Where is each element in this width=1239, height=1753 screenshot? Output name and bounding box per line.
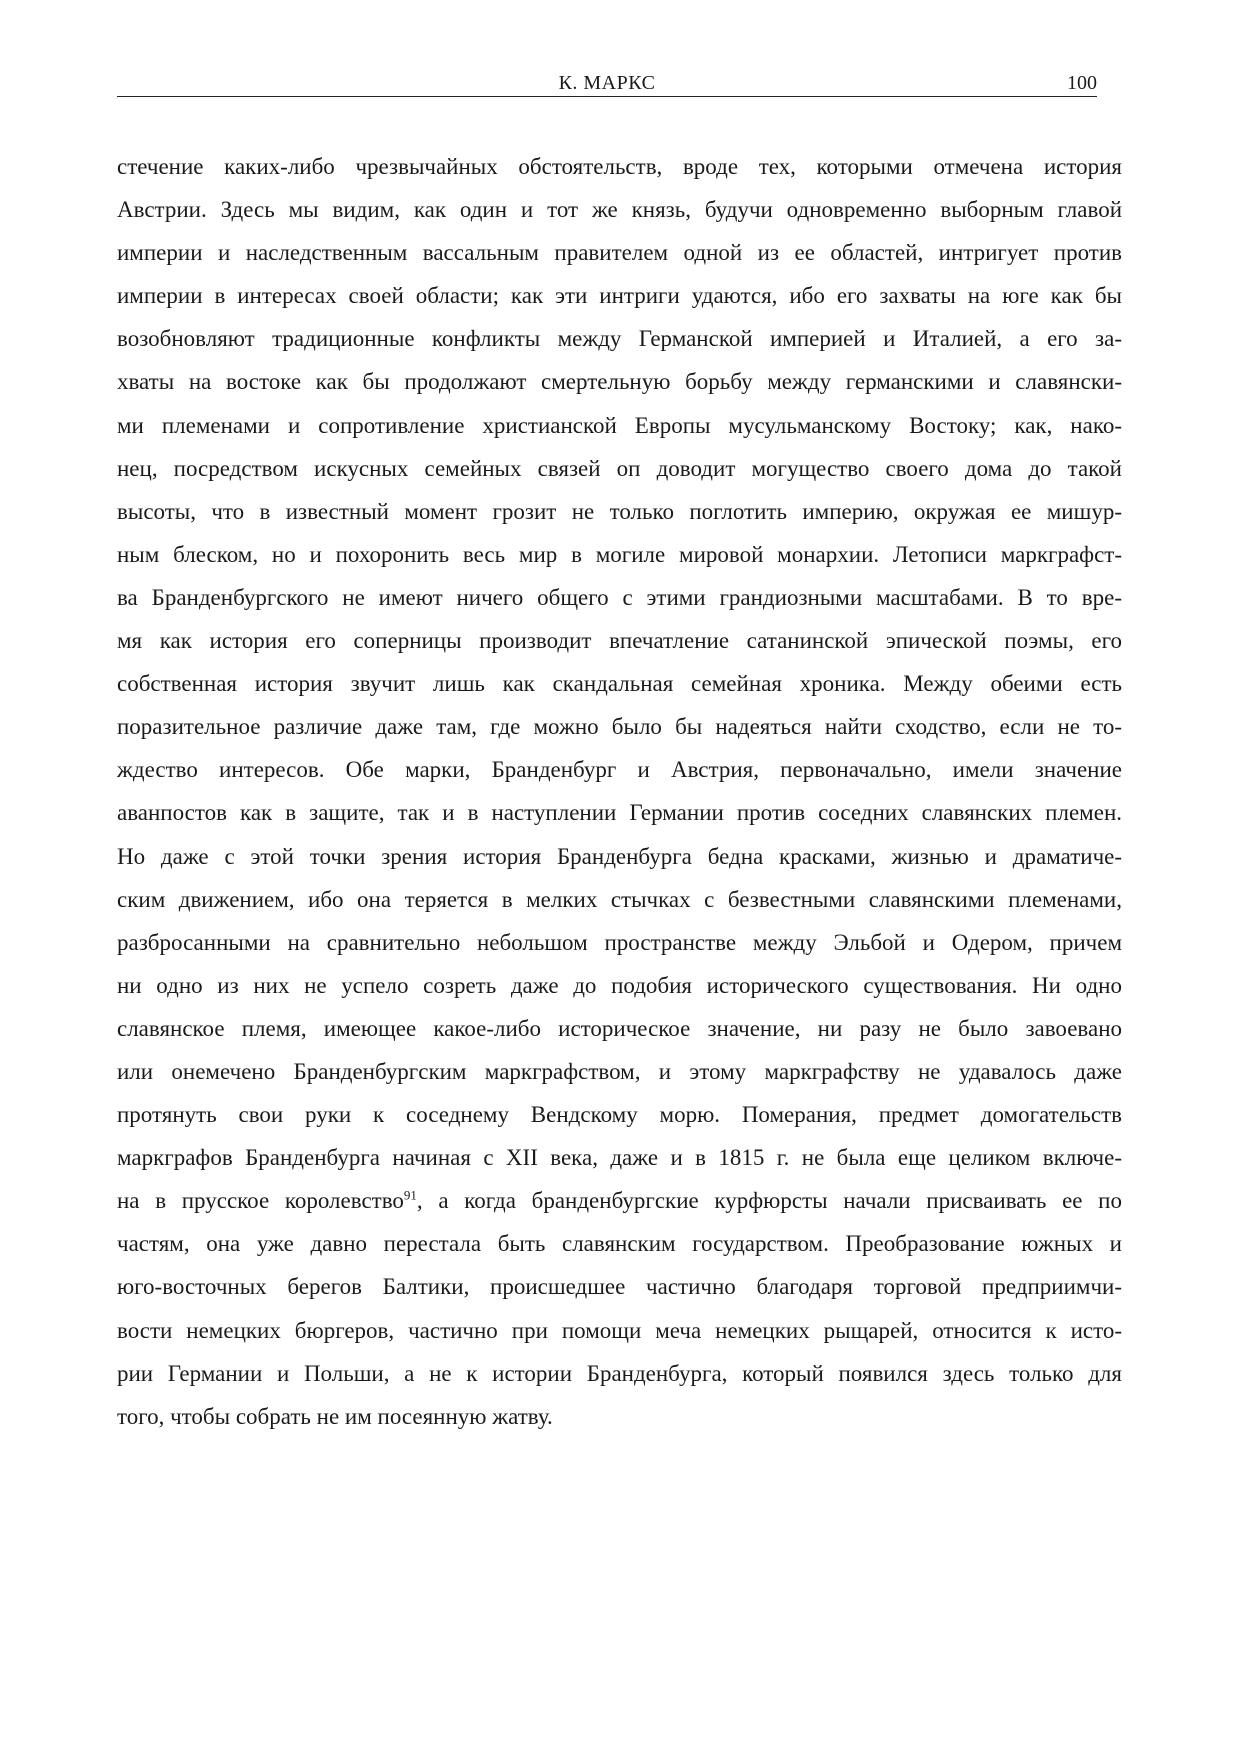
page-number: 100: [1067, 72, 1097, 94]
text-line: ми племенами и сопротивление христианской Европы мусульманскому Востоку; как, нако-: [117, 412, 1122, 438]
page-header: [117, 72, 1097, 97]
text-line: Австрии. Здесь мы видим, как один и тот же князь, будучи одновременно выборным главой: [117, 197, 1122, 223]
text-line: вости немецких бюргеров, частично при помощи меча немецких рыщарей, относится к исто-: [117, 1317, 1122, 1343]
text-line: высоты, что в известный момент грозит не только поглотить империю, окружая ее мишур-: [117, 498, 1122, 524]
text-line: поразительное различие даже там, где можно было бы надеяться найти сходство, если не то-: [117, 714, 1122, 740]
text-line: славянское племя, имеющее какое-либо историческое значение, ни разу не было завоевано: [117, 1015, 1122, 1041]
text-line: аванпостов как в защите, так и в наступлении Германии против соседних славянских племен.: [117, 800, 1122, 826]
text-line: разбросанными на сравнительно небольшом пространстве между Эльбой и Одером, причем: [117, 929, 1122, 955]
text-line: ни одно из них не успело созреть даже до подобия исторического существования. Ни одно: [117, 972, 1122, 998]
text-line: Но даже с этой точки зрения история Бранденбурга бедна красками, жизнью и драматиче-: [117, 843, 1122, 869]
text-line: возобновляют традиционные конфликты между Германской империей и Италией, а его за-: [117, 326, 1122, 352]
text-line: империи в интересах своей области; как эти интриги удаются, ибо его захваты на юге как бы: [117, 283, 1122, 309]
text-line: нец, посредством искусных семейных связей оп доводит могущество своего дома до такой: [117, 455, 1122, 481]
text-line: империи и наследственным вассальным правителем одной из ее областей, интригует против: [117, 240, 1122, 266]
text-line: частям, она уже давно перестала быть славянским государством. Преобразование южных и: [117, 1231, 1122, 1257]
text-line: стечение каких-либо чрезвычайных обстоятельств, вроде тех, которыми отмечена история: [117, 154, 1122, 179]
text-line: ва Бранденбургского не имеют ничего общего с этими грандиозными масштабами. В то вре-: [117, 584, 1122, 610]
text-line: рии Германии и Польши, а не к истории Бранденбурга, который появился здесь только для: [117, 1360, 1122, 1386]
footnote-reference[interactable]: 91: [403, 1187, 417, 1203]
text-line-with-footnote: [117, 1179, 1122, 1222]
body-text: [117, 145, 1122, 1438]
text-line: хваты на востоке как бы продолжают смертельную борьбу между германскими и славянски-: [117, 369, 1122, 395]
text-line: ским движением, ибо она теряется в мелких стычках с безвестными славянскими племенами,: [117, 886, 1122, 912]
text-line: маркграфов Бранденбурга начиная с XII века, даже и в 1815 г. не была еще целиком включе-: [117, 1145, 1122, 1171]
text-line: мя как история его соперницы производит впечатление сатанинской эпической поэмы, его: [117, 628, 1122, 654]
text-line: протянуть свои руки к соседнему Вендскому морю. Померания, предмет домогательств: [117, 1102, 1122, 1128]
text-line: юго-восточных берегов Балтики, происшедшее частично благодаря торговой предприимчи-: [117, 1274, 1122, 1300]
running-title: К. МАРКС: [558, 72, 656, 94]
text-line: ждество интересов. Обе марки, Бранденбург и Австрия, первоначально, имели значение: [117, 757, 1122, 783]
text-line: ным блеском, но и похоронить весь мир в могиле мировой монархии. Летописи маркграфст-: [117, 541, 1122, 567]
text-line-last: того, чтобы собрать не им посеянную жатву.: [117, 1403, 553, 1429]
text-segment: на в прусское королевство: [117, 1188, 404, 1214]
text-line: собственная история звучит лишь как скандальная семейная хроника. Между обеими есть: [117, 671, 1122, 697]
text-line: или онемечено Бранденбургским маркграфством, и этому маркграфству не удавалось даже: [117, 1058, 1122, 1084]
text-segment: , а когда бранденбургские курфюрсты начали присваивать ее по: [416, 1188, 1122, 1214]
